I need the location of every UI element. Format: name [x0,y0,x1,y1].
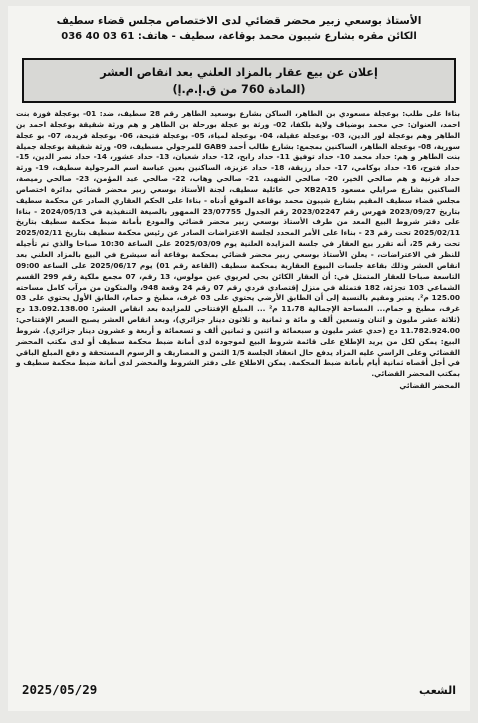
announcement-page [8,6,470,711]
notice-title-banner [22,58,456,103]
header-line-1: الأستاذ بوسعي زبير محضر قضائي لدى الاختصاص مجلس قضاء سطيف [56,15,422,27]
body-paragraph: بناءا على طلب: بوعجلة مسعودي بن الطاهر، الساكن بشارع بوسعيد الطاهر رقم 28 سطيف، ضد: 01- بوعجلة فوزة بنت احمد، العنوان: حي محمد بوضياف ولاية بلكفا، 02- ورثة بو عجلة بورحلة بن الطاهر و هم ورثة شقيقة بوعجلة احمد بن الطاهر وهم بوعجلة لور الدين، 03- بوعجلة عقيلة، 04- بوعجلة لمياء، 05- بوعجلة فتيحة، 06- بوعجلة فريدة، 07- بو عجلة سورية، 08- بوعجلة الطاهر، الساكنين بمجمع: بشارع طالب أحمد GAB9 للمرجولي مسطيف، 09- ورثة شقيقة بوعجلة جميلة بنت الطاهر و هم: حداد محمد 10- حداد توفيق 11- حداد رابح، 12- حداد شعبان، 13- حداد عشور، 14- حداد نصر الدين، 15- حداد فتوح، 16- حداد بوكامي، 17- حداد رزيقة، 18- حداد عزيزة، الساكنين بعين عباسة اسم المرجولية سطيف، 19- ورثة حداد فرنية و هم صالحي الخير، 20- صالحي الشهيد، 21- صالحي وهاب، 22- صالحي عبد المؤمن، 23- صالحي رميصة، الساكنين بشارع صرايلي مسعود XB2A15 حي عائلية سطيف، لجنة الأستاذ بوسعي زبير محضر قضائي بدائرة اختصاص مجلس قضاء سطيف المقيم بشارع شيبون محمد بوقاعة الموقع أدناه - بناءا على الحكم العقاري الصادر عن محكمة سطيف بتاريخ 2023/09/27 فهرس رقم 2023/02247 رقم الجدول 23/07755 الممهور بالصيغة التنفيذية في 2024/05/13 - بناءا على دفتر شروط البيع المعد من طرف الأستاذ بوسعي زبير محضر قضائي والمودع بأمانة ضبط محكمة سطيف بتاريخ 2025/02/11 تحت رقم 23 - بناءا على الأمر المحدد لجلسة الاعتراضات الصادر عن رئيس محكمة سطيف بتاريخ 2025/02/11 تحت رقم 25، أنه تقرر بيع العقار في جلسة المزايدة العلنية يوم 2025/03/09 على الساعة 10:30 صباحا والذي تم تأجيله للنظر في الاعتراضات، - يعلن الأستاذ بوسعي زبير محضر قضائي بمحكمة بوقاعة أنه سيشرع في البيع بالمزاد العلني بعد انقاص العشر وذلك بقاعة جلسات البيوع العقارية بمحكمة سطيف (القاعة رقم 01) يوم 2025/06/17 على الساعة 09:00 التاسعة صباحا للعقار المتمثل في: أن العقار الكائن بحي لعريوي عين مولوس، 13 رقم، 07 مجمع ملكية رقم 299 القسم الشماعي 103 تجزئة، 182 فتمثلة في منزل إقتصادي فردي رقم 07 رقم 24 وقعة 948، والمتكون من مرآب كامل مساحته 125.00 م². يعتبر ومقيم بالنسبة إلى أن الطابق الأرضي يحتوي على 03 غرف، مطبخ و حمام، الطابق الأول يحتوي على 03 غرف، مطبخ و حمام... المساحة الإجمالية 11،78 م² ... المبلغ الإفتتاحي للمزايدة بعد انقاص العشر: 13.092.138.00 دج (ثلاثة عشر مليون و اثنان وتسعين ألف و مائة و ثمانية و ثلاثون دينار جزائري)، وبعد انقاص العشر يصبح السعر الإفتتاحي: 11.782.924.00 دج (حدي عشر مليون و سبعمائة و اثنين و ثمانين ألف و تسعمائة و أربعة و عشرون دينار جزائري). شروط البيع: يمكن لكل من يريد الإطلاع على قائمة شروط البيع لموجودة لدى أمانة ضبط محكمة سطيف أو لدى مكتب المحضر القضائي وعلى الراسي عليه المزاد يدفع حال انعقاد الجلسة 1/5 الثمن و المصاريف و الرسوم المستحقة و دفع المبلغ الباقي في أجل أقصاه ثمانية أيام بأمانة ضبط المحكمة. يمكن الاطلاع على دفتر الشروط والمحضر لدى أمانة ضبط محكمة سطيف و بمكتب المحضر القضائي. [16,109,461,379]
bailiff-header [8,6,470,44]
notice-title: إعلان عن بيع عقار بالمزاد العلني بعد انقاص العشر [100,66,378,79]
notice-subtitle: (المادة 760 من ق.إ.م.إ) [172,83,306,96]
newspaper-name: الشعب [419,684,456,697]
publication-date: 2025/05/29 [22,682,98,697]
notice-body [16,109,460,392]
signature: المحضر القضائي [399,381,460,391]
header-line-2: الكائن مقره بشارع شيبون محمد بوقاعة، سطيف - هاتف: 61 03 40 036 [61,31,417,42]
footer-bar [22,682,456,697]
